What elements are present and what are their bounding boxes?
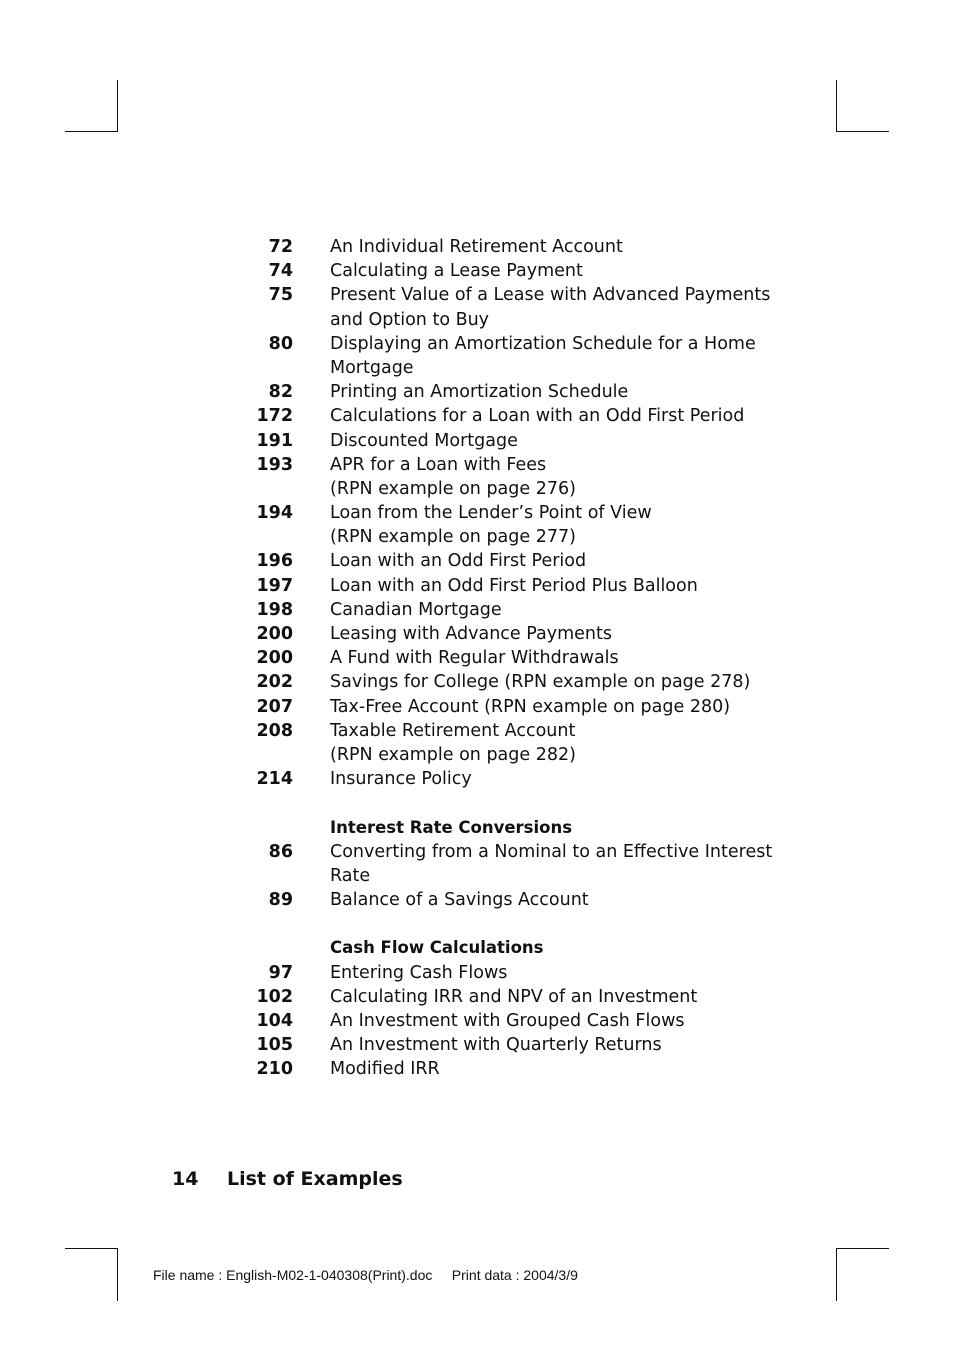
example-title: and Option to Buy [330,309,490,330]
example-entry [0,574,954,598]
examples-list [0,235,954,1082]
example-page-number: 97 [268,962,293,983]
example-entry [0,235,954,259]
example-title: Modified IRR [330,1059,440,1080]
example-title: Converting from a Nominal to an Effective Interest [330,841,773,862]
example-entry [0,1057,954,1081]
example-page-number: 82 [268,382,293,403]
crop-mark-top-left-vertical [117,80,118,132]
example-page-number: 198 [256,599,293,620]
example-entry [0,477,954,501]
crop-mark-bottom-right-vertical [836,1248,837,1301]
example-entry [0,283,954,307]
example-entry [0,356,954,380]
example-title: Displaying an Amortization Schedule for a Home [330,333,756,354]
example-page-number: 72 [268,237,293,257]
example-page-number: 86 [268,841,293,862]
example-page-number: 196 [256,551,293,572]
section-heading-row [0,936,954,960]
example-entry [0,598,954,622]
example-entry [0,501,954,525]
example-title: An Individual Retirement Account [330,237,623,257]
example-title: Loan with an Odd First Period Plus Balloon [330,575,698,596]
example-title: Entering Cash Flows [330,962,508,983]
example-title: Calculations for a Loan with an Odd First Period [330,406,745,427]
example-entry [0,404,954,428]
example-entry [0,259,954,283]
example-entry [0,429,954,453]
example-page-number: 102 [256,986,293,1007]
example-entry [0,646,954,670]
crop-mark-top-right-vertical [836,80,837,132]
example-page-number: 191 [256,430,293,451]
crop-mark-top-right-horizontal [836,131,889,132]
running-title: List of Examples [227,1168,403,1190]
example-title: Present Value of a Lease with Advanced Payments [330,285,771,306]
example-title: Discounted Mortgage [330,430,518,451]
example-title: Calculating IRR and NPV of an Investment [330,986,698,1007]
example-title: Tax-Free Account (RPN example on page 280) [330,696,731,717]
example-title: Loan from the Lender’s Point of View [330,503,652,524]
example-page-number: 89 [268,890,293,911]
example-title: Loan with an Odd First Period [330,551,587,572]
example-page-number: 75 [268,285,293,306]
example-title: Balance of a Savings Account [330,890,589,911]
example-entry [0,888,954,912]
example-page-number: 193 [256,454,293,475]
example-title: Leasing with Advance Payments [330,624,612,644]
example-page-number: 214 [256,769,293,790]
example-page-number: 207 [256,696,293,717]
example-page-number: 80 [268,333,293,354]
example-entry [0,719,954,743]
crop-mark-bottom-left-vertical [117,1248,118,1301]
page-number: 14 [172,1168,199,1190]
example-entry [0,985,954,1009]
example-title: Mortgage [330,357,414,378]
example-title: An Investment with Quarterly Returns [330,1035,662,1056]
file-info: File name : English-M02-1-040308(Print).doc Print data : 2004/3/9 [153,1267,578,1283]
example-entry [0,549,954,573]
example-entry [0,1033,954,1057]
example-page-number: 210 [256,1059,293,1080]
crop-mark-top-left-horizontal [65,131,118,132]
section-spacer [0,791,954,815]
example-title: Calculating a Lease Payment [330,261,583,282]
example-page-number: 105 [256,1035,293,1056]
example-page-number: 194 [256,503,293,524]
example-title: A Fund with Regular Withdrawals [330,648,619,669]
example-title: Printing an Amortization Schedule [330,382,629,403]
example-entry [0,525,954,549]
example-page-number: 200 [256,648,293,669]
example-page-number: 104 [256,1011,293,1031]
example-page-number: 208 [256,720,293,741]
example-entry [0,1009,954,1033]
example-title: Savings for College (RPN example on page 278) [330,672,751,693]
example-title: APR for a Loan with Fees [330,454,547,475]
example-page-number: 200 [256,624,293,644]
page-footer [172,1168,403,1190]
example-title: Canadian Mortgage [330,599,502,620]
example-title: (RPN example on page 282) [330,744,576,765]
section-heading: Interest Rate Conversions [330,817,573,837]
section-heading-row [0,816,954,840]
example-entry [0,380,954,404]
example-entry [0,622,954,646]
section-heading: Cash Flow Calculations [330,938,544,958]
example-page-number: 197 [256,575,293,596]
example-title: Rate [330,865,371,886]
example-entry [0,961,954,985]
crop-mark-bottom-left-horizontal [65,1248,118,1249]
example-entry [0,743,954,767]
example-entry [0,308,954,332]
example-entry [0,864,954,888]
example-title: An Investment with Grouped Cash Flows [330,1011,685,1031]
crop-mark-bottom-right-horizontal [836,1248,889,1249]
example-entry [0,695,954,719]
example-title: Taxable Retirement Account [330,720,576,741]
example-title: Insurance Policy [330,769,472,790]
example-page-number: 172 [256,406,293,427]
example-title: (RPN example on page 277) [330,527,576,548]
example-entry [0,840,954,864]
example-entry [0,332,954,356]
example-title: (RPN example on page 276) [330,478,576,499]
example-entry [0,767,954,791]
example-entry [0,453,954,477]
section-spacer [0,912,954,936]
example-entry [0,670,954,694]
example-page-number: 202 [256,672,293,693]
example-page-number: 74 [268,261,293,282]
